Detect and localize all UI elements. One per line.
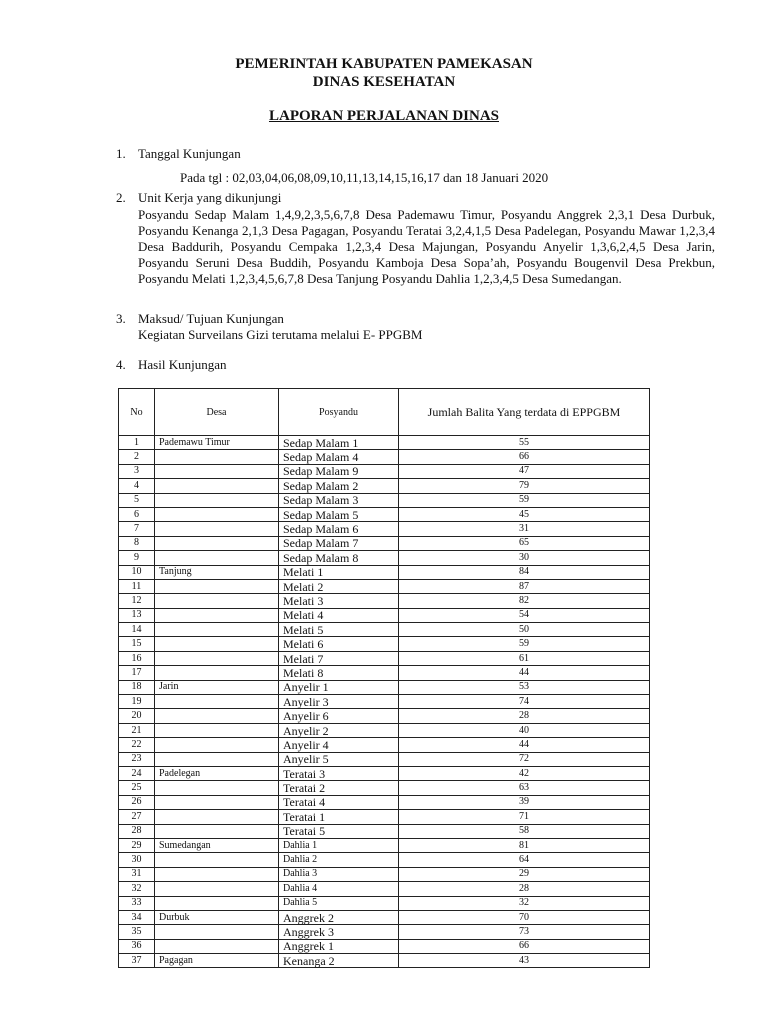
table-row [119, 766, 650, 780]
table-row [119, 925, 650, 939]
table-row [119, 795, 650, 809]
cell-desa [155, 896, 279, 910]
cell-posyandu: Dahlia 3 [279, 867, 399, 881]
cell-posyandu: Dahlia 5 [279, 896, 399, 910]
cell-posyandu: Anyelir 6 [279, 709, 399, 723]
cell-desa [155, 824, 279, 838]
cell-no: 1 [119, 436, 155, 450]
header-government: PEMERINTAH KABUPATEN PAMEKASAN [235, 56, 533, 72]
cell-no: 30 [119, 853, 155, 867]
cell-no: 6 [119, 507, 155, 521]
cell-posyandu: Melati 5 [279, 623, 399, 637]
table-row [119, 666, 650, 680]
cell-desa [155, 695, 279, 709]
visited-units-paragraph: Posyandu Sedap Malam 1,4,9,2,3,5,6,7,8 Desa Pademawu Timur, Posyandu Anggrek 2,3,1 Desa Durbuk, Posyandu Kenanga 2,1,3 Desa Pagagan, Posyandu Teratai 3,2,4,1,5 Desa Padelegan, Posyandu Mawar 1,2,3,4 Desa Baddurih, Posyandu Cempaka 1,2,3,4 Desa Majungan, Posyandu Anyelir 1,3,6,2,4,5 Desa Jarin, Posyandu Seruni Desa Buddih, Posyandu Kamboja Desa Sopa’ah, Posyandu Bougenvil Desa Prekbun, Posyandu Melati 1,2,3,4,5,6,7,8 Desa Tanjung Posyandu Dahlia 1,2,3,4,5 Desa Sumedangan. [138, 207, 715, 286]
table-row [119, 824, 650, 838]
cell-no: 5 [119, 493, 155, 507]
cell-posyandu: Melati 1 [279, 565, 399, 579]
cell-desa [155, 752, 279, 766]
cell-posyandu: Melati 7 [279, 651, 399, 665]
cell-desa [155, 853, 279, 867]
cell-desa: Pagagan [155, 954, 279, 968]
cell-posyandu: Anyelir 3 [279, 695, 399, 709]
cell-jumlah: 53 [399, 680, 650, 694]
cell-posyandu: Teratai 1 [279, 810, 399, 824]
table-row [119, 436, 650, 450]
table-row [119, 536, 650, 550]
table-row [119, 752, 650, 766]
cell-no: 32 [119, 882, 155, 896]
cell-posyandu: Dahlia 2 [279, 853, 399, 867]
section-label: Maksud/ Tujuan Kunjungan [138, 311, 284, 326]
table-row [119, 738, 650, 752]
cell-no: 34 [119, 910, 155, 924]
cell-no: 14 [119, 623, 155, 637]
cell-desa [155, 666, 279, 680]
table-row [119, 680, 650, 694]
cell-jumlah: 70 [399, 910, 650, 924]
cell-no: 29 [119, 838, 155, 852]
cell-jumlah: 45 [399, 507, 650, 521]
cell-desa [155, 637, 279, 651]
table-row [119, 853, 650, 867]
cell-jumlah: 87 [399, 579, 650, 593]
cell-jumlah: 28 [399, 709, 650, 723]
cell-no: 2 [119, 450, 155, 464]
cell-jumlah: 31 [399, 522, 650, 536]
cell-posyandu: Sedap Malam 1 [279, 436, 399, 450]
cell-posyandu: Sedap Malam 4 [279, 450, 399, 464]
cell-no: 35 [119, 925, 155, 939]
cell-no: 15 [119, 637, 155, 651]
cell-no: 9 [119, 551, 155, 565]
section-number: 2. [116, 190, 126, 205]
header-desa: Desa [155, 389, 279, 436]
cell-jumlah: 32 [399, 896, 650, 910]
cell-desa: Tanjung [155, 565, 279, 579]
cell-desa: Durbuk [155, 910, 279, 924]
cell-no: 26 [119, 795, 155, 809]
table-row [119, 551, 650, 565]
cell-jumlah: 50 [399, 623, 650, 637]
cell-posyandu: Sedap Malam 6 [279, 522, 399, 536]
cell-no: 27 [119, 810, 155, 824]
cell-no: 16 [119, 651, 155, 665]
cell-jumlah: 44 [399, 738, 650, 752]
table-body [119, 436, 650, 968]
table-row [119, 507, 650, 521]
cell-no: 24 [119, 766, 155, 780]
cell-no: 31 [119, 867, 155, 881]
table-row [119, 522, 650, 536]
table-row [119, 623, 650, 637]
table-row [119, 781, 650, 795]
cell-no: 8 [119, 536, 155, 550]
table-row [119, 594, 650, 608]
cell-no: 13 [119, 608, 155, 622]
cell-desa [155, 522, 279, 536]
cell-desa [155, 810, 279, 824]
cell-desa [155, 882, 279, 896]
cell-jumlah: 65 [399, 536, 650, 550]
cell-posyandu: Anyelir 1 [279, 680, 399, 694]
section-number: 1. [116, 146, 126, 161]
section-label: Hasil Kunjungan [138, 357, 227, 372]
cell-jumlah: 39 [399, 795, 650, 809]
cell-desa [155, 551, 279, 565]
cell-jumlah: 54 [399, 608, 650, 622]
table-row [119, 709, 650, 723]
cell-desa: Jarin [155, 680, 279, 694]
cell-posyandu: Teratai 5 [279, 824, 399, 838]
cell-jumlah: 66 [399, 939, 650, 953]
cell-jumlah: 64 [399, 853, 650, 867]
cell-no: 28 [119, 824, 155, 838]
cell-no: 17 [119, 666, 155, 680]
table-row [119, 450, 650, 464]
cell-desa [155, 709, 279, 723]
header-no: No [119, 389, 155, 436]
cell-jumlah: 66 [399, 450, 650, 464]
cell-no: 12 [119, 594, 155, 608]
section-label: Tanggal Kunjungan [138, 146, 241, 161]
cell-jumlah: 55 [399, 436, 650, 450]
cell-posyandu: Kenanga 2 [279, 954, 399, 968]
cell-posyandu: Sedap Malam 3 [279, 493, 399, 507]
table-row [119, 637, 650, 651]
cell-jumlah: 72 [399, 752, 650, 766]
cell-posyandu: Anyelir 4 [279, 738, 399, 752]
cell-posyandu: Melati 4 [279, 608, 399, 622]
cell-desa [155, 479, 279, 493]
cell-no: 36 [119, 939, 155, 953]
cell-jumlah: 58 [399, 824, 650, 838]
table-row [119, 882, 650, 896]
cell-jumlah: 73 [399, 925, 650, 939]
table-row [119, 896, 650, 910]
cell-no: 22 [119, 738, 155, 752]
cell-no: 37 [119, 954, 155, 968]
cell-no: 4 [119, 479, 155, 493]
cell-desa [155, 464, 279, 478]
cell-jumlah: 30 [399, 551, 650, 565]
cell-no: 20 [119, 709, 155, 723]
table-row [119, 838, 650, 852]
cell-desa [155, 939, 279, 953]
cell-desa [155, 507, 279, 521]
table-row [119, 651, 650, 665]
cell-jumlah: 61 [399, 651, 650, 665]
cell-posyandu: Teratai 4 [279, 795, 399, 809]
table-row [119, 910, 650, 924]
cell-desa [155, 450, 279, 464]
cell-jumlah: 44 [399, 666, 650, 680]
header-posyandu: Posyandu [279, 389, 399, 436]
cell-posyandu: Anggrek 2 [279, 910, 399, 924]
cell-desa [155, 608, 279, 622]
cell-desa [155, 594, 279, 608]
table-row [119, 608, 650, 622]
cell-desa: Sumedangan [155, 838, 279, 852]
cell-desa [155, 723, 279, 737]
cell-jumlah: 59 [399, 493, 650, 507]
cell-no: 19 [119, 695, 155, 709]
cell-posyandu: Melati 6 [279, 637, 399, 651]
results-table [118, 388, 650, 968]
cell-jumlah: 59 [399, 637, 650, 651]
table-row [119, 565, 650, 579]
cell-jumlah: 28 [399, 882, 650, 896]
cell-posyandu: Melati 3 [279, 594, 399, 608]
cell-desa [155, 738, 279, 752]
cell-jumlah: 63 [399, 781, 650, 795]
visit-purpose: Kegiatan Surveilans Gizi terutama melalui E- PPGBM [138, 327, 423, 342]
cell-posyandu: Sedap Malam 5 [279, 507, 399, 521]
cell-posyandu: Melati 8 [279, 666, 399, 680]
header-jumlah: Jumlah Balita Yang terdata di EPPGBM [399, 389, 650, 436]
cell-desa [155, 925, 279, 939]
cell-posyandu: Anyelir 5 [279, 752, 399, 766]
cell-no: 21 [119, 723, 155, 737]
cell-jumlah: 82 [399, 594, 650, 608]
cell-posyandu: Sedap Malam 8 [279, 551, 399, 565]
cell-desa [155, 536, 279, 550]
table-row [119, 867, 650, 881]
table-row [119, 579, 650, 593]
table-row [119, 479, 650, 493]
section-label: Unit Kerja yang dikunjungi [138, 190, 282, 205]
header-department: DINAS KESEHATAN [312, 74, 456, 90]
cell-jumlah: 74 [399, 695, 650, 709]
table-row [119, 464, 650, 478]
cell-posyandu: Teratai 2 [279, 781, 399, 795]
cell-jumlah: 43 [399, 954, 650, 968]
section-number: 4. [116, 357, 126, 372]
cell-no: 33 [119, 896, 155, 910]
cell-desa [155, 795, 279, 809]
cell-desa [155, 579, 279, 593]
cell-no: 25 [119, 781, 155, 795]
document-title: LAPORAN PERJALANAN DINAS [268, 108, 499, 124]
cell-desa [155, 651, 279, 665]
cell-no: 10 [119, 565, 155, 579]
section-number: 3. [116, 311, 126, 326]
table-row [119, 695, 650, 709]
cell-posyandu: Teratai 3 [279, 766, 399, 780]
cell-desa [155, 781, 279, 795]
cell-no: 7 [119, 522, 155, 536]
cell-posyandu: Anyelir 2 [279, 723, 399, 737]
table-header-row [119, 389, 650, 436]
cell-posyandu: Melati 2 [279, 579, 399, 593]
table-row [119, 939, 650, 953]
cell-posyandu: Anggrek 3 [279, 925, 399, 939]
cell-jumlah: 29 [399, 867, 650, 881]
cell-jumlah: 42 [399, 766, 650, 780]
cell-desa [155, 493, 279, 507]
table-row [119, 493, 650, 507]
cell-jumlah: 81 [399, 838, 650, 852]
cell-posyandu: Sedap Malam 9 [279, 464, 399, 478]
cell-desa: Pademawu Timur [155, 436, 279, 450]
cell-posyandu: Dahlia 1 [279, 838, 399, 852]
cell-posyandu: Sedap Malam 7 [279, 536, 399, 550]
cell-no: 23 [119, 752, 155, 766]
cell-no: 3 [119, 464, 155, 478]
table-row [119, 723, 650, 737]
table-row [119, 954, 650, 968]
cell-jumlah: 84 [399, 565, 650, 579]
cell-no: 18 [119, 680, 155, 694]
visit-dates: Pada tgl : 02,03,04,06,08,09,10,11,13,14,15,16,17 dan 18 Januari 2020 [180, 170, 549, 185]
cell-posyandu: Sedap Malam 2 [279, 479, 399, 493]
cell-jumlah: 79 [399, 479, 650, 493]
cell-no: 11 [119, 579, 155, 593]
cell-jumlah: 47 [399, 464, 650, 478]
cell-jumlah: 71 [399, 810, 650, 824]
table-row [119, 810, 650, 824]
cell-desa [155, 623, 279, 637]
cell-posyandu: Dahlia 4 [279, 882, 399, 896]
cell-posyandu: Anggrek 1 [279, 939, 399, 953]
cell-desa [155, 867, 279, 881]
cell-jumlah: 40 [399, 723, 650, 737]
cell-desa: Padelegan [155, 766, 279, 780]
